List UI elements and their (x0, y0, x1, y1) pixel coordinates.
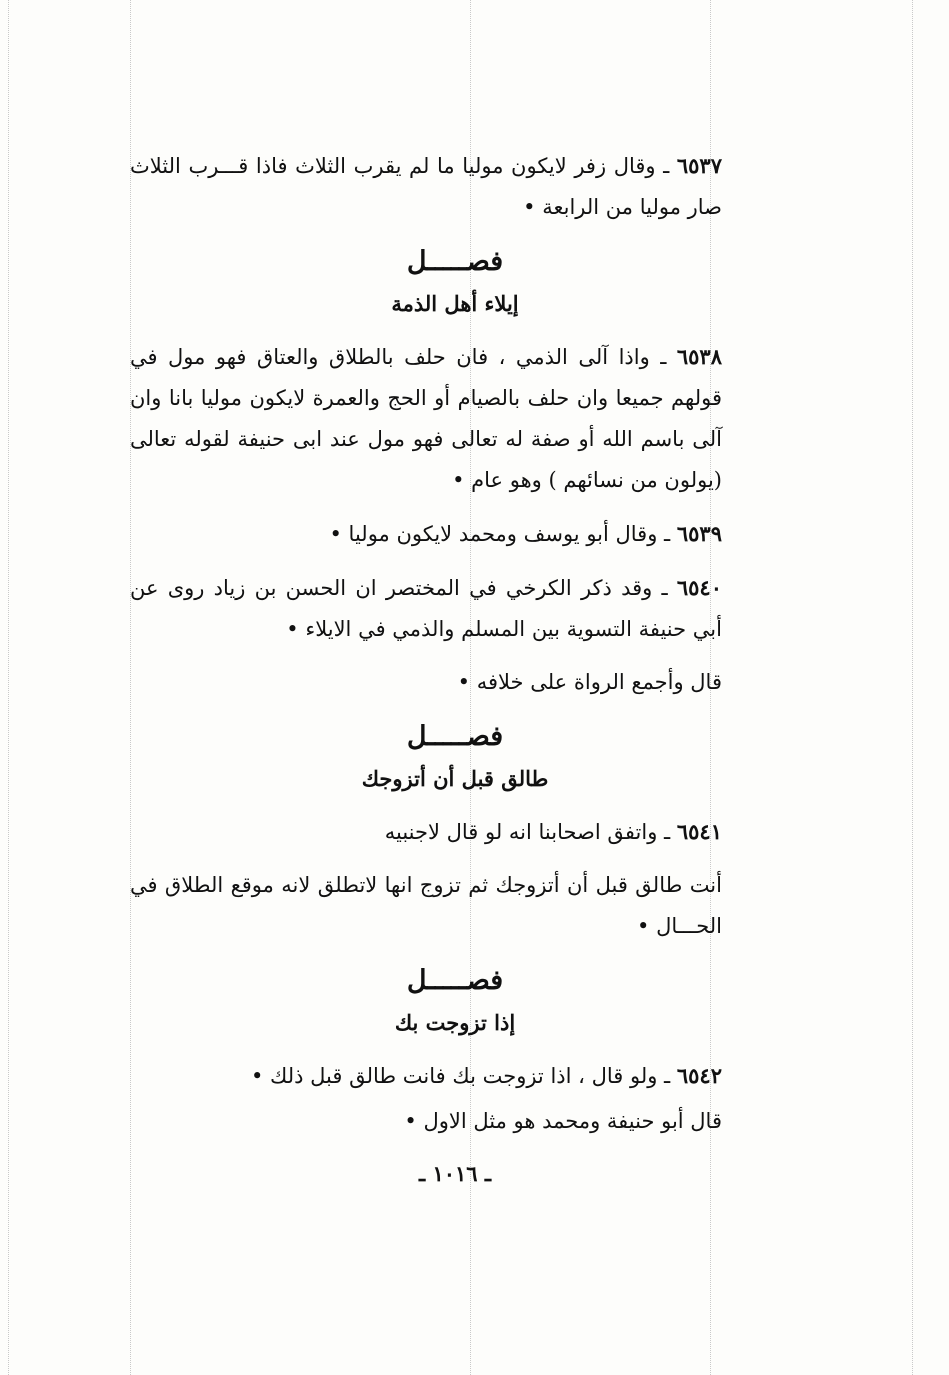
entry-number: ٦٥٣٧ (676, 153, 722, 178)
paragraph-abu-hanifa (130, 1101, 780, 1142)
paragraph-6538 (130, 336, 780, 501)
entry-text: ـ ولو قال ، اذا تزوجت بك فانت طالق قبل ذلك • (250, 1064, 677, 1088)
section-subheading: إذا تزوجت بك (394, 1010, 516, 1035)
section-heading: فصـــــل (406, 965, 504, 996)
entry-text: ـ وقد ذكر الكرخي في المختصر ان الحسن بن زياد روى عن أبي حنيفة التسوية بين المسلم والذمي في الايلاء • (130, 576, 722, 641)
entry-number: ٦٥٣٨ (676, 344, 722, 369)
section-heading: فصـــــل (406, 721, 504, 752)
entry-text: ـ وقال زفر لايكون موليا ما لم يقرب الثلاث فاذا قـــرب الثلاث صار موليا من الرابعة • (130, 154, 722, 219)
scan-guide-line (912, 0, 913, 1375)
paragraph-6541 (130, 811, 780, 853)
entry-number: ٦٥٤٠ (676, 575, 722, 600)
scan-guide-line (8, 0, 9, 1375)
entry-number: ٦٥٣٩ (676, 521, 722, 546)
entry-text: قال وأجمع الرواة على خلافه • (457, 670, 722, 694)
entry-text: أنت طالق قبل أن أتزوجك ثم تزوج انها لاتطلق لانه موقع الطلاق في الحـــال • (130, 873, 722, 938)
page-number: ـ ١٠١٦ ـ (418, 1161, 492, 1186)
entry-text: ـ واتفق اصحابنا انه لو قال لاجنبيه (384, 820, 677, 844)
entry-text: ـ واذا آلى الذمي ، فان حلف بالطلاق والعتاق فهو مول في قولهم جميعا وان حلف بالصيام أو الحج والعمرة لايكون موليا بانا وان آلى باسم الله أو صفة له تعالى فهو مول عند ابى حنيفة لقوله تعالى (يولون من نسائهم ) وهو عام • (130, 345, 722, 492)
entry-text: ـ وقال أبو يوسف ومحمد لايكون موليا • (329, 522, 677, 546)
document-page (130, 145, 780, 1194)
paragraph-6541-continued (130, 865, 780, 947)
entry-number: ٦٥٤٢ (676, 1063, 722, 1088)
paragraph-narrators (130, 662, 780, 703)
entry-text: قال أبو حنيفة ومحمد هو مثل الاول • (404, 1109, 722, 1133)
paragraph-6537 (130, 145, 780, 228)
paragraph-6540 (130, 567, 780, 650)
section-subheading: طالق قبل أن أتزوجك (361, 766, 549, 791)
paragraph-6539 (130, 513, 780, 555)
paragraph-6542 (130, 1055, 780, 1097)
section-subheading: إيلاء أهل الذمة (391, 291, 519, 316)
section-heading: فصـــــل (406, 246, 504, 277)
entry-number: ٦٥٤١ (676, 819, 722, 844)
